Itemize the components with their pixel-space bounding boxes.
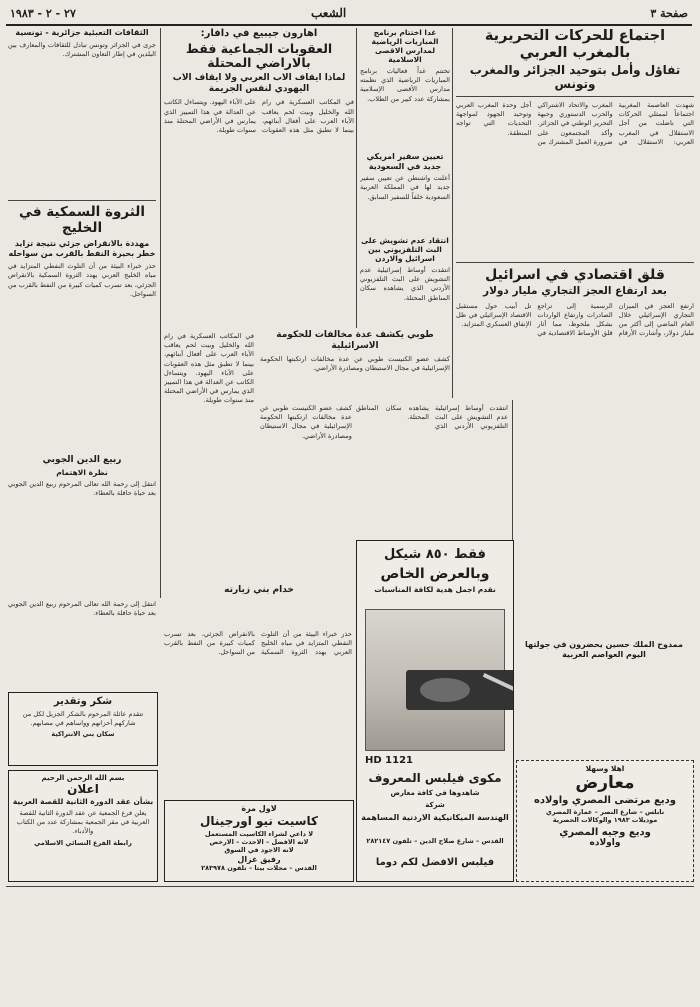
exhibition-line-3: واولاده <box>589 838 621 848</box>
ad-agent-line: شاهدوها في كافة معارض <box>390 789 480 797</box>
violations-continued <box>260 404 352 534</box>
appointment-brief <box>360 152 450 232</box>
ad-title: وبالعرض الخاص <box>380 566 490 582</box>
obituary-subheadline: نظرة الاهتمام <box>56 467 108 477</box>
gulf-subheadline: مهددة بالانقراض جزئي نتيجة تزايد خطر بحيرة النفط بالقرب من سواحله <box>8 239 156 258</box>
ad-model: HD 1121 <box>365 755 413 766</box>
ad-footer: فيلبس الافضل لكم دوما <box>375 857 495 868</box>
thanks-title: شكر وتقدير <box>53 696 113 707</box>
ad-brand: مكوى فيلبس المعروف <box>368 771 502 785</box>
visit-headline: خدام بني زيارته <box>224 585 294 595</box>
iron-advertisement <box>356 540 514 882</box>
cassette-line-1: لا داعي لشراء الكاسيت المستعمل <box>204 830 314 838</box>
obituary-headline: ربيع الدين الجوبي <box>42 455 122 465</box>
paper-name: الشعب <box>311 6 347 20</box>
gulf-story <box>8 200 156 450</box>
exhibition-line-1: نابلس – شارع النصر – عمارة المصري <box>545 808 665 816</box>
exhibition-owners-2: وديع وجيه المصري <box>559 827 651 838</box>
visit-brief <box>164 585 354 625</box>
obituary-body: انتقل إلى رحمة الله تعالى المرحوم ربيع الدين الجوبي بعد حياة حافلة بالعطاء. <box>8 479 156 497</box>
occupation-kicker: اهارون جيبيع في دافار: <box>200 28 318 39</box>
gulf-body: حذر خبراء البيئة من أن التلوث النفطي المتزايد في مياه الخليج العربي يهدد الثروة السمكية بالانقراض الجزئي، بعد تسرب كميات كبيرة من النفط بالقرب من السواحل. <box>8 262 156 298</box>
issue-date: ٢٧ - ٢ - ١٩٨٣ <box>10 7 76 20</box>
economy-subheadline: بعد ارتفاع العجز التجاري مليار دولار <box>483 285 667 298</box>
cassette-address: القدس – محلات بيتا – تلفون ٢٨٣٩٧٨ <box>201 864 317 872</box>
occupation-body-continued: في المكاتب العسكرية في رام الله والخليل وبيت لحم يعاقب الآباء العرب على أفعال أبنائهم، بينما لا تطبق مثل هذه العقوبات على الآباء اليهود. ويتساءل الكاتب عن العدالة في هذا التمييز الذي يمارس في الأراضي المحتلة منذ سنوات طويلة. <box>164 332 254 405</box>
occupation-story <box>164 28 354 328</box>
iron-image <box>406 670 514 710</box>
economy-headline: قلق اقتصادي في اسرائيل <box>485 267 665 283</box>
announcement-notice <box>8 770 158 882</box>
thanks-sign: سكان بني الانتراكية <box>51 730 115 739</box>
violations-headline: طوبي يكشف عدة مخالفات للحكومة الاسرائيلية <box>276 330 434 351</box>
lead-subheadline: تفاؤل وأمل بتوحيد الجزائر والمغرب وتونس <box>469 63 681 92</box>
festival-brief <box>360 28 450 148</box>
exhibition-advertisement <box>516 760 694 882</box>
obituary-body-continued: انتقل إلى رحمة الله تعالى المرحوم ربيع الدين الجوبي بعد حياة حافلة بالعطاء. <box>8 600 156 618</box>
ad-subtitle: نقدم اجمل هدية لكافة المناسبات <box>374 585 496 594</box>
exhibition-welcome: اهلا وسهلا <box>585 764 625 773</box>
masthead <box>6 4 692 26</box>
thanks-notice <box>8 692 158 766</box>
obituary-continued <box>8 600 156 688</box>
violations-brief <box>260 330 450 400</box>
violations-body: كشف عضو الكنيست طوبي عن عدة مخالفات ارتكبتها الحكومة الإسرائيلية في مجال الاستيطان ومصادرة الأراضي. <box>260 354 450 372</box>
cassette-title: كاسيت نيو اورجينال <box>199 814 318 828</box>
appointment-headline: تعيين سفير امريكي جديد في السعودية <box>366 152 444 171</box>
obituary-story <box>8 455 156 595</box>
festival-body: تختتم غداً فعاليات برنامج المباريات الرياضية الذي نظمته مدارس الأقصى الإسلامية بمشاركة عدد كبير من الطلاب. <box>360 67 450 103</box>
festival-headline: غدا اختتام برنامج المباريات الرياضية لمدارس الاقصى الاسلامية <box>371 28 439 64</box>
cassette-advertisement <box>164 800 354 882</box>
crossing-body: انتقدت أوساط إسرائيلية عدم التشويش على البث التلفزيوني الأردني الذي يشاهده سكان المناطق المحتلة. <box>360 266 450 302</box>
occupation-body: في المكاتب العسكرية في رام الله والخليل وبيت لحم يعاقب الآباء العرب على أفعال أبنائهم، بينما لا تطبق مثل هذه العقوبات على الآباء اليهود. ويتساءل الكاتب عن العدالة في هذا التمييز الذي يمارس في الأراضي المحتلة منذ سنوات طويلة. <box>164 98 354 134</box>
lead-story <box>456 28 694 258</box>
crossing-continued <box>356 404 508 534</box>
cassette-line-3: لانه الاجود في السوق <box>224 846 294 854</box>
exhibition-title: معارض <box>575 773 635 793</box>
cassette-seller: رفيق غزال <box>237 855 281 864</box>
exhibition-owners: وديع مرتضى المصري واولاده <box>534 795 676 806</box>
lead-headline: اجتماع للحركات التحريرية بالمغرب العربي <box>484 28 666 61</box>
page-number: صفحة ٣ <box>650 7 688 20</box>
cassette-line-2: لانه الافضل – الاحدث – الارخص <box>209 838 309 846</box>
gulf-body-continued: حذر خبراء البيئة من أن التلوث النفطي المتزايد في مياه الخليج العربي يهدد الثروة السمكية بالانقراض الجزئي، بعد تسرب كميات كبيرة من النفط بالقرب من السواحل. <box>164 630 352 657</box>
economy-body: ارتفع العجز في الميزان التجاري الإسرائيلي خلال العام الماضي إلى أكثر من مليار دولار، وأشارت الأرقام الرسمية إلى تراجع الصادرات وارتفاع الواردات بشكل ملحوظ، مما أثار قلق الأوساط الاقتصادية في تل أبيب حول مستقبل الاقتصاد الإسرائيلي في ظل الإنفاق العسكري المتزايد. <box>456 301 694 338</box>
announce-subtitle: بشأن عقد الدورة الثانية للقصة العربية <box>12 797 154 806</box>
occupation-continued <box>164 332 254 582</box>
ad-company: الهندسة الميكانيكية الاردنية المساهمة <box>361 813 509 822</box>
ad-agent: شركة <box>425 801 445 809</box>
thanks-body: تتقدم عائلة المرحوم بالشكر الجزيل لكل من شاركهم أحزانهم وواساهم في مصابهم. <box>22 710 144 728</box>
visit-continued <box>164 630 352 790</box>
exhibition-line-2: موديلات ١٩٨٣ والوكالات الحصرية <box>552 816 658 824</box>
announce-body: يعلن فرع الجمعية عن عقد الدورة الثانية للقصة العربية في مقر الجمعية بمشاركة عدد من الكتاب والأدباء. <box>16 809 150 836</box>
product-photo <box>365 609 505 751</box>
crossing-headline: انتقاد عدم تشويش على البث التلفزيوني بين اسرائيل والاردن <box>361 236 449 263</box>
announce-sign: رابطة الفرع النسائي الاسلامي <box>34 838 132 847</box>
ad-address: القدس – شارع صلاح الدين – تلفون ٢٨٢١٤٧ <box>366 837 504 845</box>
king-brief <box>516 640 692 710</box>
appointment-body: أعلنت واشنطن عن تعيين سفير جديد لها في المملكة العربية السعودية خلفاً للسفير السابق. <box>360 174 450 201</box>
culture-body: جرى في الجزائر وتونس تبادل للثقافات والمعارف بين البلدين في إطار التعاون المشترك. <box>8 40 156 58</box>
occupation-headline: العقوبات الجماعية فقط بالاراضي المحتلة <box>185 41 333 71</box>
lead-body: شهدت العاصمة المغربية اجتماعاً لممثلي الحركات التي ناضلت من أجل الاستقلال في المغرب العربي: الاستقلال في المغرب والاتحاد الاشتراكي والحزب الدستوري وجبهة التحرير الوطني في الجزائر. وأكد المجتمعون على ضرورة العمل المشترك من أجل وحدة المغرب العربي وتوحيد الجهود لمواجهة التحديات التي تواجه المنطقة. <box>456 100 694 146</box>
cassette-intro: لاول مرة <box>241 804 277 813</box>
culture-headline: الثقافات التعبئية جزائرية - تونسية <box>15 28 149 37</box>
announce-title: اعلان <box>67 782 99 796</box>
crossing-brief <box>360 236 450 326</box>
culture-story <box>8 28 156 198</box>
violations-body-continued: كشف عضو الكنيست طوبي عن عدة مخالفات ارتكبتها الحكومة الإسرائيلية في مجال الاستيطان ومصادرة الأراضي. <box>260 404 352 440</box>
crossing-body-continued: انتقدت أوساط إسرائيلية عدم التشويش على البث التلفزيوني الأردني الذي يشاهده سكان المناطق المحتلة. <box>356 404 508 431</box>
announce-basmala: بسم الله الرحمن الرحيم <box>41 774 125 782</box>
occupation-subheadline: لماذا ايقاف الاب العربي ولا ايقاف الاب اليهودي لنفس الجريمة <box>172 72 346 94</box>
ad-price: فقط ٨٥٠ شيكل <box>384 547 486 562</box>
gulf-headline: الثروة السمكية في الخليج <box>19 204 145 236</box>
king-headline: ممدوح الملك حسين يحضرون في جولتها اليوم العواصم العربية <box>525 640 683 659</box>
